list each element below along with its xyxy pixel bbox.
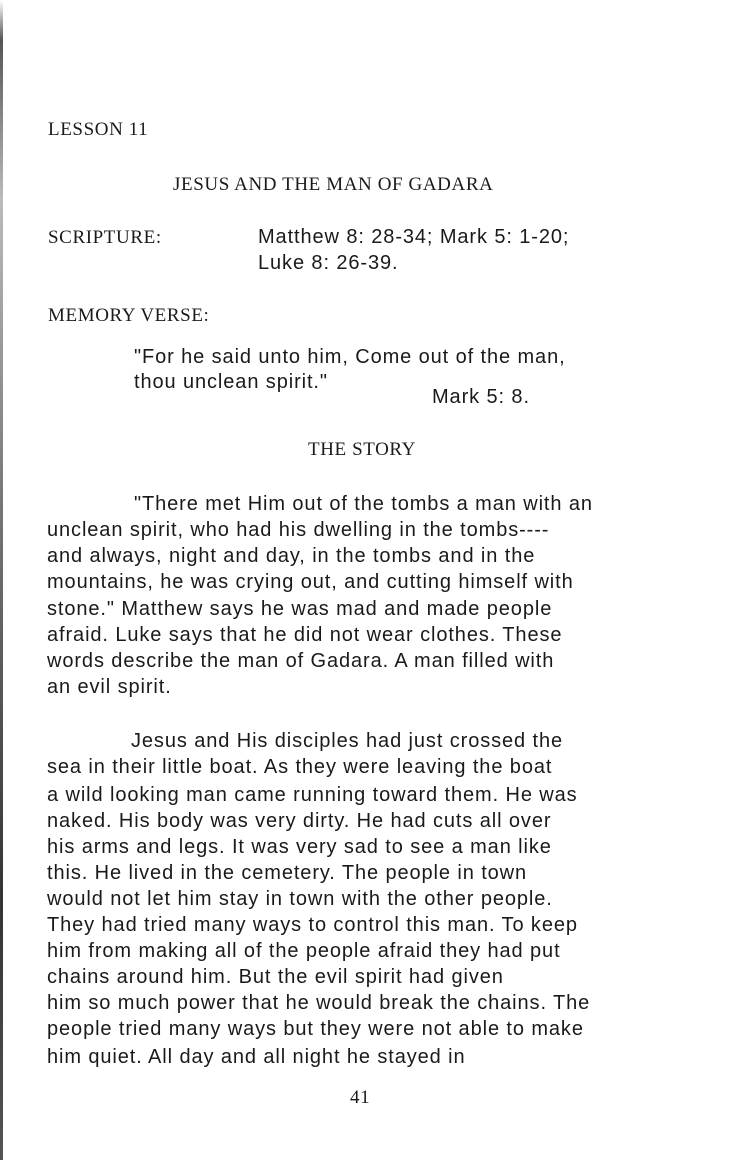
memory-verse-label: MEMORY VERSE: (48, 305, 210, 326)
story-line: this. He lived in the cemetery. The people in town (47, 862, 528, 884)
story-line: Jesus and His disciples had just crossed the (131, 730, 564, 752)
lesson-label: LESSON 11 (48, 119, 149, 140)
story-heading: THE STORY (308, 439, 416, 460)
story-line: and always, night and day, in the tombs and in the (47, 545, 536, 567)
story-line: "There met Him out of the tombs a man with an (134, 493, 593, 515)
story-line: naked. His body was very dirty. He had cuts all over (47, 810, 552, 832)
scripture-label: SCRIPTURE: (48, 227, 162, 248)
memory-verse-line: "For he said unto him, Come out of the man, (134, 346, 566, 368)
story-line: chains around him. But the evil spirit had given (47, 966, 504, 988)
story-line: would not let him stay in town with the other people. (47, 888, 553, 910)
story-line: his arms and legs. It was very sad to see a man like (47, 836, 552, 858)
page-number: 41 (350, 1087, 371, 1108)
scripture-refs: Matthew 8: 28-34; Mark 5: 1-20; (258, 226, 570, 248)
story-line: mountains, he was crying out, and cutting himself with (47, 571, 574, 593)
story-line: afraid. Luke says that he did not wear clothes. These (47, 624, 563, 646)
story-line: him quiet. All day and all night he stayed in (47, 1046, 466, 1068)
scan-edge (0, 0, 3, 1160)
story-line: stone." Matthew says he was mad and made people (47, 598, 553, 620)
story-line: They had tried many ways to control this man. To keep (47, 914, 578, 936)
story-line: him from making all of the people afraid they had put (47, 940, 561, 962)
memory-verse-reference: Mark 5: 8. (432, 386, 530, 408)
scripture-refs: Luke 8: 26-39. (258, 252, 399, 274)
memory-verse-line: thou unclean spirit." (134, 371, 328, 393)
story-line: a wild looking man came running toward them. He was (47, 784, 578, 806)
story-line: words describe the man of Gadara. A man filled with (47, 650, 555, 672)
story-line: him so much power that he would break the chains. The (47, 992, 591, 1014)
story-line: people tried many ways but they were not able to make (47, 1018, 584, 1040)
story-line: an evil spirit. (47, 676, 172, 698)
story-line: sea in their little boat. As they were leaving the boat (47, 756, 553, 778)
story-line: unclean spirit, who had his dwelling in the tombs---- (47, 519, 550, 541)
lesson-title: JESUS AND THE MAN OF GADARA (173, 174, 494, 195)
